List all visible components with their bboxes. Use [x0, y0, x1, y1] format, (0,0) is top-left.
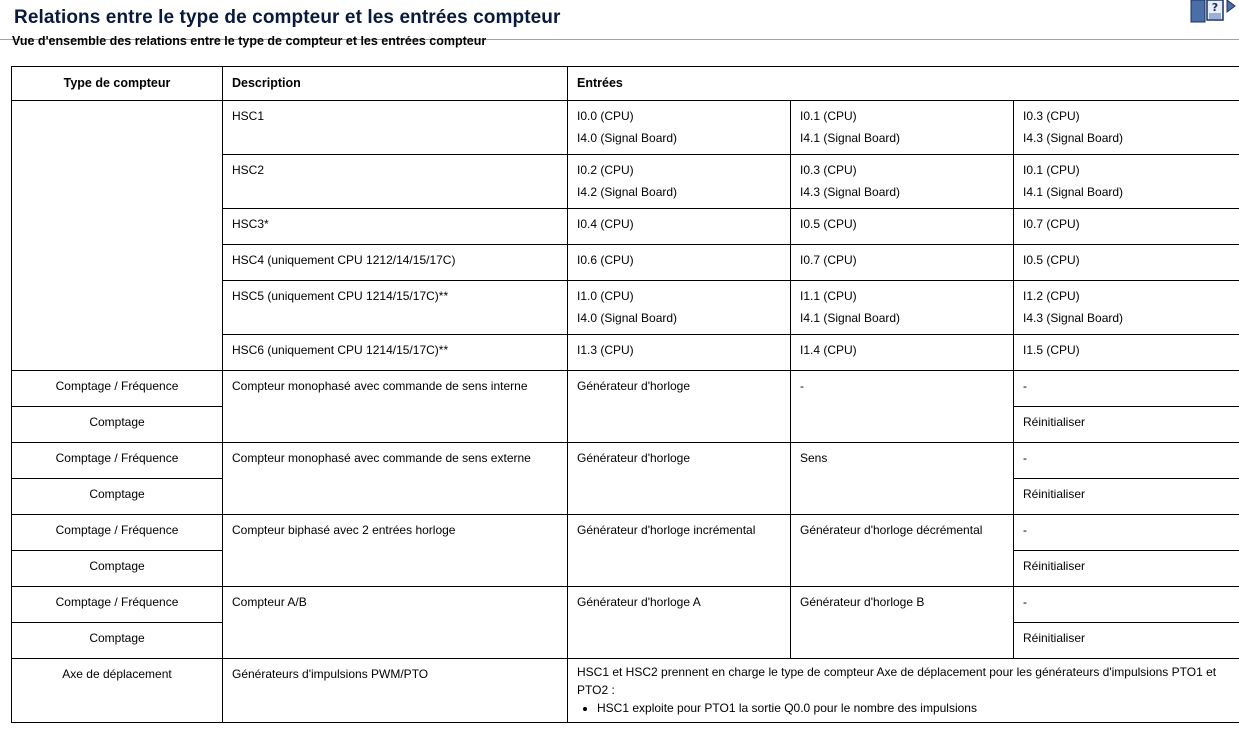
desc-cell: HSC4 (uniquement CPU 1212/14/15/17C) [223, 245, 568, 281]
header-inputs: Entrées [568, 67, 1239, 101]
input-cell: I1.4 (CPU) [791, 335, 1014, 371]
table-row [12, 515, 1239, 551]
title-bar [0, 0, 1239, 40]
input-cell: I0.6 (CPU) [568, 245, 791, 281]
desc-cell: HSC2 [223, 155, 568, 209]
motion-text: HSC1 et HSC2 prennent en charge le type de compteur Axe de déplacement pour les générateurs d'impulsions PTO1 et PTO2 : [577, 665, 1217, 697]
input-cell: I0.5 (CPU) [791, 209, 1014, 245]
input-cell: Réinitialiser [1014, 551, 1239, 587]
input-cell: Générateur d'horloge A [568, 587, 791, 659]
input-cell: I0.7 (CPU) [1014, 209, 1239, 245]
help-icon[interactable] [1189, 0, 1239, 26]
type-cell: Comptage [12, 407, 223, 443]
table-row [12, 101, 1239, 155]
input-cell: - [1014, 443, 1239, 479]
input-cell: - [1014, 371, 1239, 407]
table-caption: Vue d'ensemble des relations entre le type de compteur et les entrées compteur [12, 36, 487, 48]
desc-cell: Compteur A/B [223, 587, 568, 659]
input-cell: I0.3 (CPU) I4.3 (Signal Board) [791, 155, 1014, 209]
type-cell: Comptage [12, 551, 223, 587]
type-cell: Comptage / Fréquence [12, 587, 223, 623]
table-header-row [12, 67, 1239, 101]
table-row [12, 443, 1239, 479]
type-cell: Comptage [12, 623, 223, 659]
input-cell: I0.1 (CPU) I4.1 (Signal Board) [1014, 155, 1239, 209]
header-description: Description [223, 67, 568, 101]
desc-cell: HSC3* [223, 209, 568, 245]
desc-cell: Compteur monophasé avec commande de sens externe [223, 443, 568, 515]
input-cell: - [1014, 515, 1239, 551]
type-cell: Comptage / Fréquence [12, 443, 223, 479]
table-row [12, 659, 1239, 723]
header-type: Type de compteur [12, 67, 223, 101]
input-cell: I0.2 (CPU) I4.2 (Signal Board) [568, 155, 791, 209]
input-cell: Sens [791, 443, 1014, 515]
input-cell: I0.4 (CPU) [568, 209, 791, 245]
input-cell: I0.5 (CPU) [1014, 245, 1239, 281]
input-cell: Générateur d'horloge B [791, 587, 1014, 659]
input-cell: Générateur d'horloge [568, 443, 791, 515]
input-cell: I0.3 (CPU) I4.3 (Signal Board) [1014, 101, 1239, 155]
type-cell: Comptage [12, 479, 223, 515]
table-row [12, 587, 1239, 623]
input-cell: I1.2 (CPU) I4.3 (Signal Board) [1014, 281, 1239, 335]
input-cell: Réinitialiser [1014, 479, 1239, 515]
relations-table [11, 66, 1239, 723]
input-cell: Générateur d'horloge décrémental [791, 515, 1014, 587]
desc-cell: Générateurs d'impulsions PWM/PTO [223, 659, 568, 723]
svg-text:?: ? [1211, 1, 1219, 14]
type-cell-empty [12, 101, 223, 371]
type-cell: Axe de déplacement [12, 659, 223, 723]
desc-cell: Compteur biphasé avec 2 entrées horloge [223, 515, 568, 587]
input-cell: - [791, 371, 1014, 443]
input-cell: Générateur d'horloge [568, 371, 791, 443]
desc-cell: HSC6 (uniquement CPU 1214/15/17C)** [223, 335, 568, 371]
desc-cell: Compteur monophasé avec commande de sens interne [223, 371, 568, 443]
type-cell: Comptage / Fréquence [12, 371, 223, 407]
input-cell: Réinitialiser [1014, 407, 1239, 443]
input-cell: I1.3 (CPU) [568, 335, 791, 371]
type-cell: Comptage / Fréquence [12, 515, 223, 551]
input-cell: I0.7 (CPU) [791, 245, 1014, 281]
page-title: Relations entre le type de compteur et les entrées compteur [14, 7, 561, 28]
motion-bullets [577, 699, 1230, 717]
input-cell: Générateur d'horloge incrémental [568, 515, 791, 587]
desc-cell: HSC1 [223, 101, 568, 155]
input-cell: Réinitialiser [1014, 623, 1239, 659]
input-cell: - [1014, 587, 1239, 623]
input-cell: I1.0 (CPU) I4.0 (Signal Board) [568, 281, 791, 335]
desc-cell: HSC5 (uniquement CPU 1214/15/17C)** [223, 281, 568, 335]
table-row [12, 371, 1239, 407]
input-cell: I0.1 (CPU) I4.1 (Signal Board) [791, 101, 1014, 155]
input-cell: I1.5 (CPU) [1014, 335, 1239, 371]
list-item: • HSC1 exploite pour PTO1 la sortie Q0.0 pour le nombre des impulsions [597, 699, 1230, 717]
input-cell: I0.0 (CPU) I4.0 (Signal Board) [568, 101, 791, 155]
input-cell: I1.1 (CPU) I4.1 (Signal Board) [791, 281, 1014, 335]
motion-inputs-cell [568, 659, 1239, 723]
